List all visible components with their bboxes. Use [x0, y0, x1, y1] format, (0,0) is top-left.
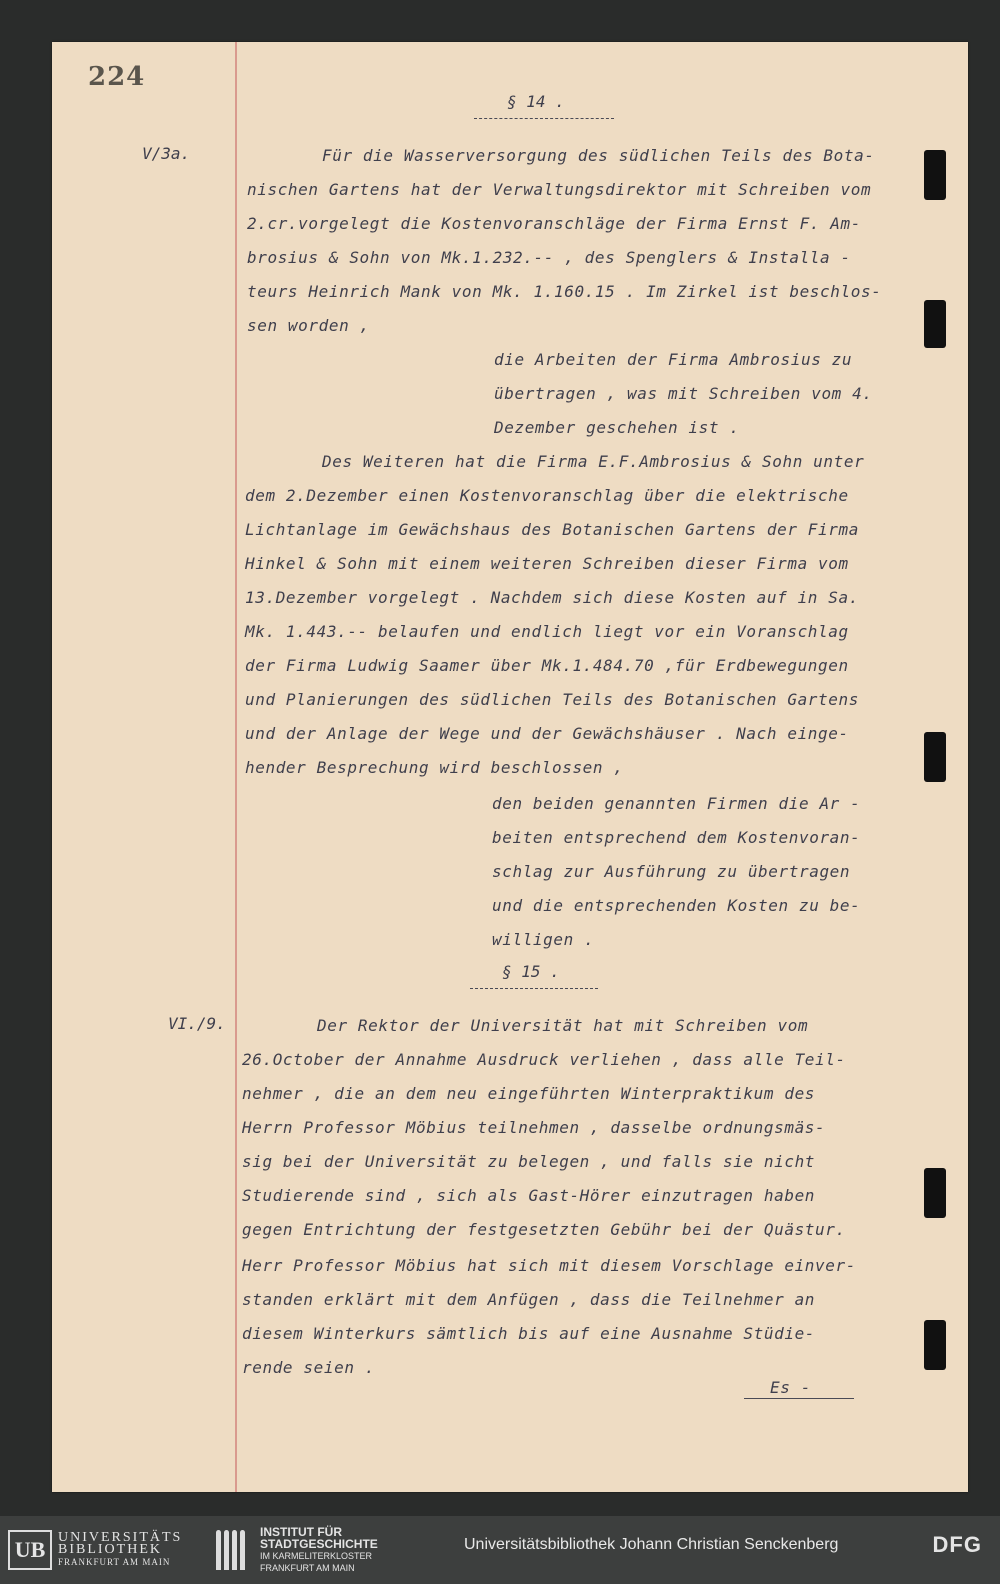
library-title: Universitätsbibliothek Johann Christian Senckenberg: [464, 1536, 839, 1553]
text-line: diesem Winterkurs sämtlich bis auf eine Ausnahme Stüdie-: [242, 1324, 816, 1343]
section-14-heading: § 14 .: [507, 92, 565, 111]
isg-name-line4: FRANKFURT AM MAIN: [260, 1563, 355, 1573]
ub-name-line1: UNIVERSITÄTS: [58, 1530, 183, 1545]
margin-reference: VI./9.: [168, 1014, 226, 1033]
text-line: Herrn Professor Möbius teilnehmen , dasselbe ordnungsmäs-: [242, 1118, 826, 1137]
text-line: standen erklärt mit dem Anfügen , dass die Teilnehmer an: [242, 1290, 816, 1309]
text-line: nehmer , die an dem neu eingeführten Winterpraktikum des: [242, 1084, 816, 1103]
isg-logo[interactable]: [216, 1526, 378, 1574]
text-line: Lichtanlage im Gewächshaus des Botanischen Gartens der Firma: [245, 520, 859, 539]
text-line: 13.Dezember vorgelegt . Nachdem sich diese Kosten auf in Sa.: [245, 588, 859, 607]
isg-name-line3: IM KARMELITERKLOSTER: [260, 1551, 373, 1561]
text-line: 2.cr.vorgelegt die Kostenvoranschläge der Firma Ernst F. Am-: [247, 214, 861, 233]
ub-name-line3: FRANKFURT AM MAIN: [58, 1557, 171, 1567]
text-line: sen worden ,: [247, 316, 370, 335]
text-line: teurs Heinrich Mank von Mk. 1.160.15 . Im Zirkel ist beschlos-: [247, 282, 882, 301]
text-line: schlag zur Ausführung zu übertragen: [492, 862, 851, 881]
page-number: 224: [88, 62, 146, 92]
text-line: die Arbeiten der Firma Ambrosius zu: [494, 350, 853, 369]
heading-rule: [470, 988, 598, 989]
text-line: brosius & Sohn von Mk.1.232.-- , des Spenglers & Installa -: [247, 248, 851, 267]
heading-rule: [474, 118, 614, 119]
index-tab: [924, 732, 946, 782]
catchword: Es -: [770, 1378, 811, 1397]
catchword-rule: [744, 1398, 854, 1399]
ub-logo[interactable]: [8, 1530, 182, 1570]
text-line: Studierende sind , sich als Gast-Hörer einzutragen haben: [242, 1186, 816, 1205]
text-line: Dezember geschehen ist .: [494, 418, 740, 437]
text-line: und der Anlage der Wege und der Gewächshäuser . Nach einge-: [245, 724, 849, 743]
index-tab: [924, 150, 946, 200]
text-line: der Firma Ludwig Saamer über Mk.1.484.70 ,für Erdbewegungen: [245, 656, 849, 675]
section-15-heading: § 15 .: [502, 962, 560, 981]
index-tab: [924, 1320, 946, 1370]
dfg-logo[interactable]: DFG: [932, 1532, 982, 1557]
text-line: Der Rektor der Universität hat mit Schreiben vom: [317, 1016, 809, 1035]
text-line: Für die Wasserversorgung des südlichen Teils des Bota-: [322, 146, 875, 165]
text-line: den beiden genannten Firmen die Ar -: [492, 794, 861, 813]
ub-name-line2: BIBLIOTHEK: [58, 1542, 162, 1557]
text-line: gegen Entrichtung der festgesetzten Gebühr bei der Quästur.: [242, 1220, 846, 1239]
text-line: und Planierungen des südlichen Teils des Botanischen Gartens: [245, 690, 859, 709]
columns-icon: [216, 1530, 252, 1570]
text-line: und die entsprechenden Kosten zu be-: [492, 896, 861, 915]
text-line: Mk. 1.443.-- belaufen und endlich liegt vor ein Voranschlag: [245, 622, 849, 641]
text-line: Des Weiteren hat die Firma E.F.Ambrosius & Sohn unter: [322, 452, 865, 471]
text-line: Hinkel & Sohn mit einem weiteren Schreiben dieser Firma vom: [245, 554, 849, 573]
document-page: [52, 42, 968, 1492]
isg-name-line2: STADTGESCHICHTE: [260, 1537, 378, 1551]
text-line: Herr Professor Möbius hat sich mit diesem Vorschlage einver-: [242, 1256, 856, 1275]
footer-bar: [0, 1516, 1000, 1584]
text-line: willigen .: [492, 930, 595, 949]
text-line: 26.October der Annahme Ausdruck verliehen , dass alle Teil-: [242, 1050, 846, 1069]
ub-emblem-icon: UB: [8, 1530, 52, 1570]
text-line: beiten entsprechend dem Kostenvoran-: [492, 828, 861, 847]
index-tab: [924, 1168, 946, 1218]
margin-line: [235, 42, 237, 1492]
text-line: rende seien .: [242, 1358, 376, 1377]
text-line: nischen Gartens hat der Verwaltungsdirektor mit Schreiben vom: [247, 180, 872, 199]
text-line: sig bei der Universität zu belegen , und falls sie nicht: [242, 1152, 816, 1171]
isg-name-line1: INSTITUT FÜR: [260, 1525, 342, 1539]
text-line: übertragen , was mit Schreiben vom 4.: [494, 384, 873, 403]
text-line: dem 2.Dezember einen Kostenvoranschlag über die elektrische: [245, 486, 849, 505]
index-tab: [924, 300, 946, 348]
margin-reference: V/3a.: [142, 144, 191, 163]
text-line: hender Besprechung wird beschlossen ,: [245, 758, 624, 777]
